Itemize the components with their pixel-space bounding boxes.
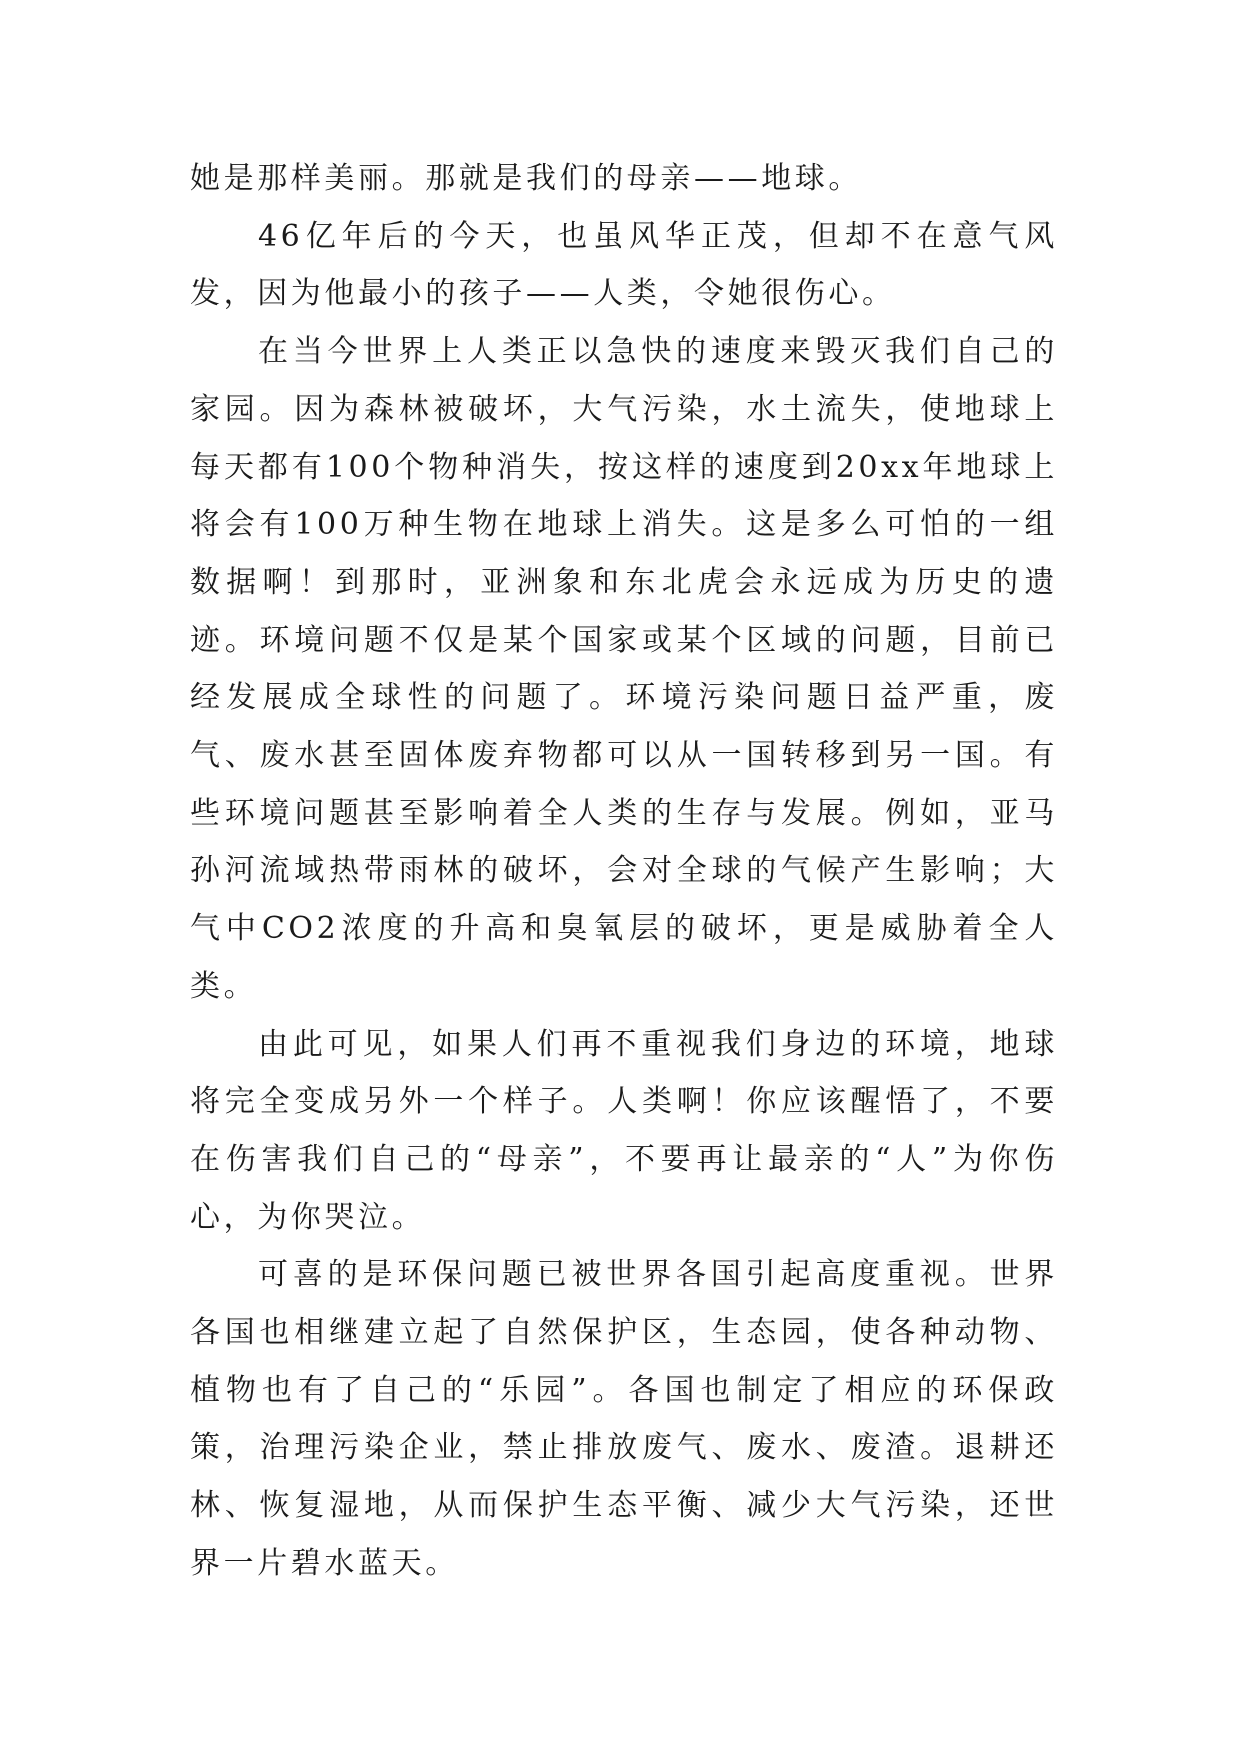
- paragraph-3: 在当今世界上人类正以急快的速度来毁灭我们自己的家园。因为森林被破坏，大气污染，水土流失，使地球上每天都有100个物种消失，按这样的速度到20xx年地球上将会有100万种生物在地球上消失。这是多么可怕的一组数据啊！到那时，亚洲象和东北虎会永远成为历史的遗迹。环境问题不仅是某个国家或某个区域的问题，目前已经发展成全球性的问题了。环境污染问题日益严重，废气、废水甚至固体废弃物都可以从一国转移到另一国。有些环境问题甚至影响着全人类的生存与发展。例如，亚马孙河流域热带雨林的破坏，会对全球的气候产生影响；大气中CO2浓度的升高和臭氧层的破坏，更是威胁着全人类。: [190, 334, 1058, 1004]
- paragraph-2: 46亿年后的今天，也虽风华正茂，但却不在意气风发，因为他最小的孩子——人类，令她很伤心。: [190, 218, 1058, 312]
- paragraph-5: 可喜的是环保问题已被世界各国引起高度重视。世界各国也相继建立起了自然保护区，生态园，使各种动物、植物也有了自己的“乐园”。各国也制定了相应的环保政策，治理污染企业，禁止排放废气、废水、废渣。退耕还林、恢复湿地，从而保护生态平衡、减少大气污染，还世界一片碧水蓝天。: [190, 1257, 1058, 1581]
- paragraph-4: 由此可见，如果人们再不重视我们身边的环境，地球将完全变成另外一个样子。人类啊！你应该醒悟了，不要在伤害我们自己的“母亲”，不要再让最亲的“人”为你伤心，为你哭泣。: [190, 1026, 1058, 1235]
- document-page: [190, 150, 1058, 1593]
- paragraph-1: 她是那样美丽。那就是我们的母亲——地球。: [190, 161, 862, 196]
